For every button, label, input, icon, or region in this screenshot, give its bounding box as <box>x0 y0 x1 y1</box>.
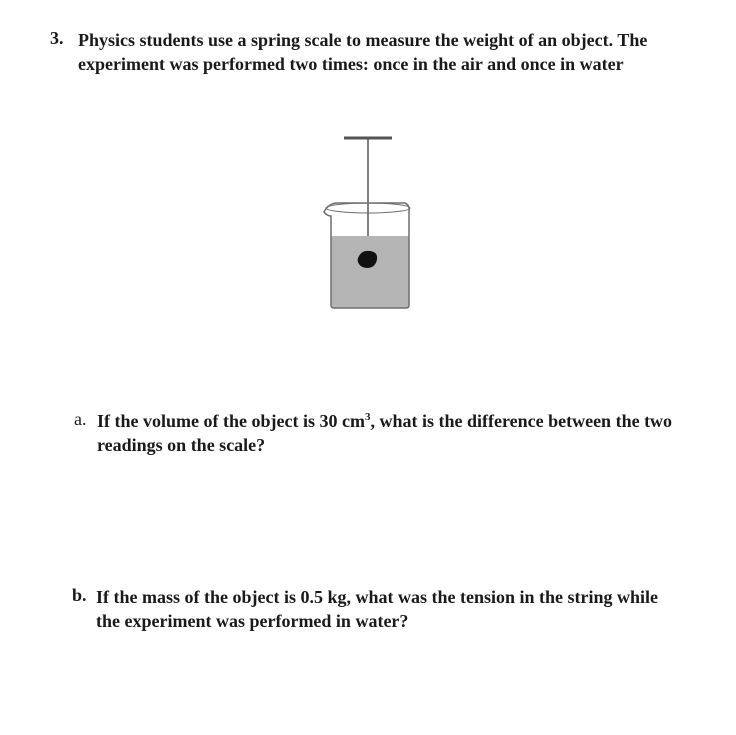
part-a-label: a. <box>74 409 87 429</box>
water <box>331 236 409 308</box>
part-b-question: If the mass of the object is 0.5 kg, what was the tension in the string while the experiment was performed in water? <box>96 587 658 631</box>
part-a-superscript: 3 <box>364 411 371 423</box>
part-b-label: b. <box>72 585 87 605</box>
part-a-text-before: If the volume of the object is 30 cm <box>97 411 365 431</box>
part-a-text-after: , what is the difference between the two readings on the scale? <box>97 411 673 455</box>
beaker-diagram <box>310 128 430 318</box>
problem-number: 3. <box>50 28 64 48</box>
part-a-question <box>97 409 677 457</box>
problem-statement: Physics students use a spring scale to measure the weight of an object. The experiment was performed two times: once in the air and once in water <box>78 30 648 74</box>
